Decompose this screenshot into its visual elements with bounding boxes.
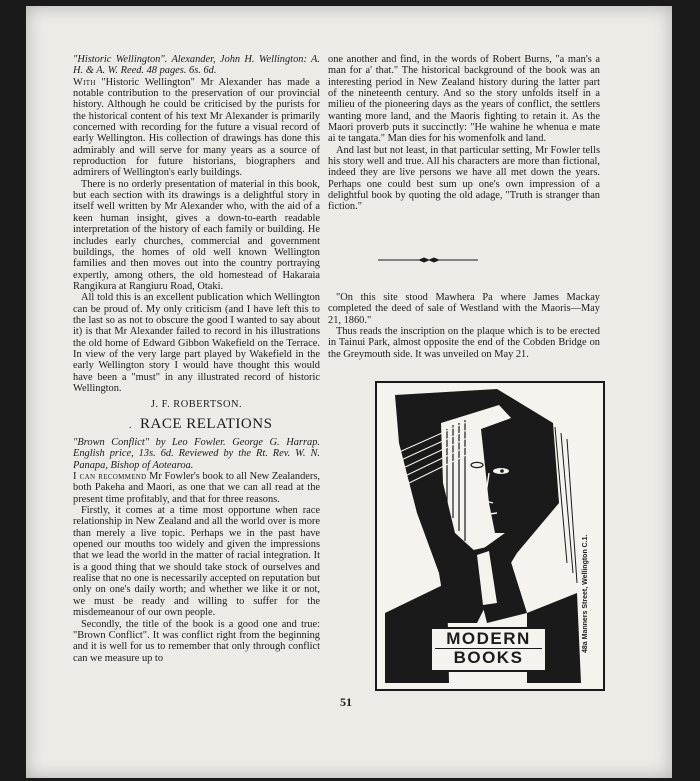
review1-signature: J. F. ROBERTSON. [150,399,243,411]
section-heading: . RACE RELATIONS [129,415,273,432]
review1-citation: "Historic Wellington". Alexander, John H. Wellington: A. H. & A. W. Reed. 48 pages. 6s. 6d. [73,54,320,77]
review1-lead-in: With [73,76,96,88]
section-heading-text: RACE RELATIONS [140,415,273,432]
right-column [328,54,600,213]
review1-paragraph-3: All told this is an excellent publication which Wellington can be proud of. My only criticism (and I have left this to the last so as not to obscure the good I wanted to say about it) is that Mr Alexander failed to record in his illustrations the old home of Edward Gibbon Wakefield on the Terrace. In view of the very large part played by Wakefield in the early Wellington story I would have thought this would have been a "must" in any illustrated record of historic Wellington. [73,292,320,394]
review2-paragraph-3-continued: one another and find, in the words of Robert Burns, "a man's a man for a' that." The historical background of the book was an interesting period in New Zealand history during the latter part of the nineteenth century. And so the story unfolds itself in a milieu of the pioneering days as the years of conflict, the settlers wanting more land, and the Maoris fighting to retain it. As the Maori proverb puts it succinctly: "He wahine he whenua e mate ai te tangata." Man dies for his womenfolk and land. [328,54,600,145]
review2-paragraph-1-text: Mr Fowler's book to all New Zealanders, both Pakeha and Maori, as one that we can all read at the present time profitably, and that for three reasons. [73,471,320,505]
review2-paragraph-2: Firstly, it comes at a time most opportune when race relationship in New Zealand and all the world over is more than merely a live topic. Perhaps we in the past have opened our mouths too widely and given the impressions that we lead the world in the matter of racial integration. It is a good thing that we should take stock of ourselves and realise that no one is necessarily accepted on reputation but only on one's daily worth; and whether we like it or not, we must be ready and willing to suffer for the misdemeanour of our own people. [73,505,320,619]
plaque-note-text: Thus reads the inscription on the plaque which is to be erected in Tainui Park, almost opposite the end of the Cobden Bridge on the Greymouth side. It was unveiled on May 21. [328,326,600,360]
advert-logo-box [430,627,547,672]
modern-books-advert [375,381,605,691]
review1-paragraph-1 [73,77,320,179]
review2-paragraph-1 [73,471,320,505]
left-column [73,54,320,664]
advert-address: 48a Manners Street, Wellington C.1. [582,534,589,653]
plaque-note [328,292,600,360]
review1-paragraph-2: There is no orderly presentation of material in this book, but each section with its drawings is a delightful story in itself well written by Mr Alexander who, with the aid of a keen human insight, gives a down-to-earth readable interpretation of the history of each family or building. He includes early churches, commercial and government buildings, the homes of old well known Wellington families and then moves out into the country portraying expertly, among others, the old homestead of Hakaraia Rangikura at Rangiuru Road, Otaki. [73,178,320,292]
review2-lead-in: I can recommend [73,471,147,483]
review1-paragraph-1-text: "Historic Wellington" Mr Alexander has made a notable contribution to the preservation of our provincial history. Although he could be criticised by the purists for the historical content of his text Mr Alexander is primarily concerned with recording for the future a visual record of early Wellington. His collection of drawings has done this admirably and will serve for many years as a source of reproduction for future historians, biographers and admirers of Wellington's early buildings. [73,76,320,179]
advert-line-2: BOOKS [453,648,524,667]
magazine-page [26,6,672,778]
review2-paragraph-4: And last but not least, in that particular setting, Mr Fowler tells his story well and true. All his characters are more than fictional, indeed they are live persons we have all met down the years. Perhaps one could best sum up one's own impression of a delightful book by quoting the old adage, "Truth is stranger than fiction." [328,144,600,213]
review2-paragraph-3: Secondly, the title of the book is a good one and true: "Brown Conflict". It was conflict right from the beginning and it is well for us to remember that only through conflict can we measure up to [73,618,320,664]
review2-citation: "Brown Conflict" by Leo Fowler. George G. Harrap. English price, 13s. 6d. Reviewed by the Rt. Rev. W. N. Panapa, Bishop of Aotearoa. [73,437,320,471]
page-number: 51 [340,695,352,709]
ornamental-divider [378,255,478,265]
plaque-inscription: "On this site stood Mawhera Pa where James Mackay completed the deed of sale of Westland with the Maoris—May 21, 1860." [328,292,600,326]
advert-line-1: MODERN [446,629,531,648]
